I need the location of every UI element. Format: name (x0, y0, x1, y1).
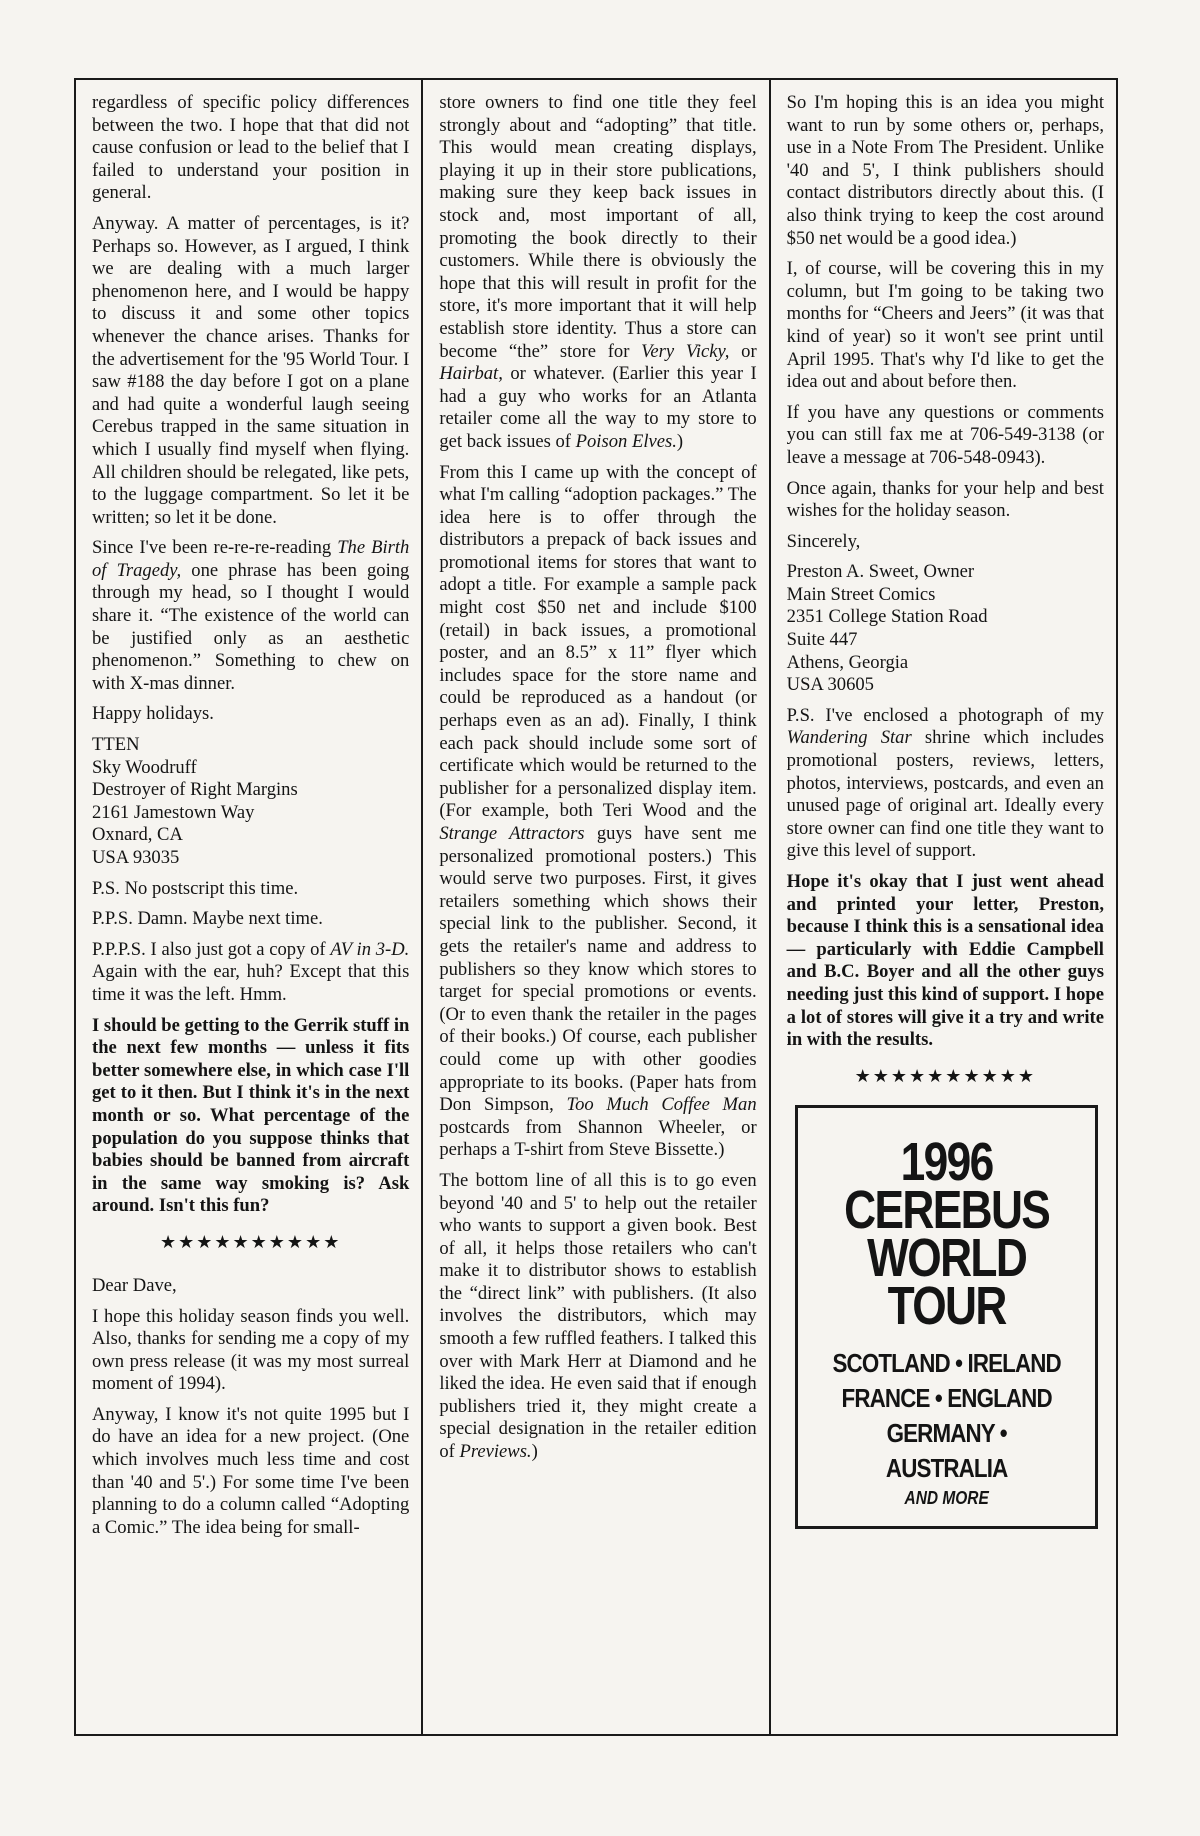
letters-page (74, 78, 1118, 1736)
postscript: P.S. I've enclosed a photograph of my Wandering Star shrine which includes promotional posters, reviews, letters, photos, interviews, postcards, and even an unused page of original art. Ideally every store owner can find one title they want to give this level of support. (786, 704, 1104, 862)
ad-headline-line: CEREBUS (843, 1179, 1049, 1240)
paragraph: So I'm hoping this is an idea you might want to run by some others or, perhaps, use in a Note From The President. Unlike '40 and 5', I think publishers should contact distributors directly about this. (I also think trying to keep the cost around $50 net would be a good idea.) (786, 92, 1104, 249)
ad-headline-line: TOUR (887, 1275, 1006, 1336)
signature-line: 2351 College Station Road (786, 606, 988, 628)
paragraph: From this I came up with the concept of what I'm calling “adoption packages.” The idea here is to offer through the distributors a prepack of back issues and promotional items for stores that want to adopt a title. For example a sample pack might cost $50 net and include $100 (retail) in back issues, a promotional poster, and an 8.5” x 11” flyer which includes space for the store name and could be reproduced as a handout (or perhaps even as an ad). Finally, I think each pack should include some sort of certificate which would be returned to the publisher for a personalized display item. (For example, both Teri Wood and the Strange Attractors guys have sent me personalized promotional posters.) This would serve two purposes. First, it gives retailers something which shows their special link to the publisher. Second, it gets the retailer's name and address to publishers so they know which stores to target for special promotions or events. (Or to even thank the retailer in the pages of their books.) Of course, each publisher could come up with other goodies appropriate to its books. (Paper hats from Don Simpson, Too Much Coffee Man postcards from Shannon Wheeler, or perhaps a T-shirt from Steve Bissette.) (439, 461, 757, 1161)
signature-line: Sky Woodruff (92, 756, 197, 778)
signature-line: Preston A. Sweet, Owner (786, 561, 975, 583)
postscript: P.S. No postscript this time. (92, 877, 299, 899)
closing: Sincerely, (786, 530, 861, 552)
paragraph: regardless of specific policy differences between the two. I hope that that did not cause confusion or lead to the belief that I failed to understand your position in general. (92, 92, 410, 204)
signature-line: Athens, Georgia (786, 651, 909, 673)
ad-and-more: AND MORE (904, 1487, 989, 1508)
signature-block (787, 561, 1104, 697)
paragraph: Anyway, I know it's not quite 1995 but I do have an idea for a new project. (One which involves much less time and cost than '40 and 5'.) For some time I've been planning to do a column called “Adopting a Comic.” The idea being for small- (92, 1403, 410, 1538)
signature-line: USA 93035 (92, 847, 180, 868)
signature-line: USA 30605 (786, 674, 874, 696)
signature-line: Suite 447 (786, 629, 858, 651)
world-tour-ad (795, 1105, 1098, 1529)
book-title: Poison Elves. (575, 430, 677, 452)
editor-reply: I should be getting to the Gerrik stuff in the next few months — unless it fits better somewhere else, in which case I'll get to it then. But I think it's in the next month or so. What percentage of the population do you suppose thinks that babies should be banned from aircraft in the same way smoking is? Ask around. Isn't this fun? (92, 1014, 410, 1217)
book-title: Too Much Coffee Man (566, 1094, 757, 1116)
star-divider: ★★★★★★★★★★ (159, 1231, 342, 1253)
signature-line: Oxnard, CA (92, 824, 183, 846)
signature-line: 2161 Jamestown Way (92, 801, 255, 823)
book-title: Very Vicky, (641, 340, 730, 362)
paragraph: I hope this holiday season finds you well. Also, thanks for sending me a copy of my own press release (it was my most surreal moment of 1994). (92, 1305, 410, 1395)
postscript: P.P.P.S. I also just got a copy of AV in 3-D. Again with the ear, huh? Except that this time it was the left. Hmm. (92, 938, 410, 1005)
postscript: P.P.S. Damn. Maybe next time. (92, 908, 323, 930)
book-title: AV in 3-D. (330, 938, 410, 960)
signature-line: TTEN (92, 734, 140, 756)
paragraph: store owners to find one title they feel strongly about and “adopting” that title. This would mean creating displays, playing it up in their store publications, making sure they keep back issues in stock and, most important of all, promoting the book directly to their customers. While there is obviously the hope that this will result in profit for the store, it's more important that it will help establish store identity. Thus a store can become “the” store for Very Vicky, or Hairbat, or whatever. (Earlier this year I had a guy who works for an Atlanta retailer come all the way to my store to get back issues of Poison Elves.) (439, 92, 757, 452)
book-title: Strange Attractors (439, 823, 585, 844)
paragraph: If you have any questions or comments you can still fax me at 706-549-3138 (or leave a message at 706-548-0943). (786, 401, 1104, 468)
signature-line: Destroyer of Right Margins (92, 779, 298, 801)
signature-line: Main Street Comics (786, 583, 936, 605)
paragraph: I, of course, will be covering this in my column, but I'm going to be taking two months for “Cheers and Jeers” (it was that kind of year) so it won't see print until April 1995. That's why I'd like to get the idea out and about before then. (786, 258, 1104, 393)
paragraph: Happy holidays. (92, 703, 214, 725)
ad-locations-line: GERMANY • AUSTRALIA (885, 1417, 1008, 1483)
column-3 (771, 80, 1116, 1734)
paragraph: Anyway. A matter of percentages, is it? Perhaps so. However, as I argued, I think we are dealing with a much larger phenomenon here, and I would be happy to discuss it and some other topics whenever the chance arises. Thanks for the advertisement for the '95 World Tour. I saw #188 the day before I got on a plane and had quite a wonderful laugh seeing Cerebus trapped in the same situation in which I usually find myself when flying. All children should be relegated, like pets, to the luggage compartment. So let it be written; so let it be done. (92, 212, 410, 528)
book-title: The Birth of Tragedy, (92, 537, 410, 581)
column-1 (76, 80, 423, 1734)
paragraph: The bottom line of all this is to go even beyond '40 and 5' to help out the retailer who wants to support a given book. Best of all, it helps those retailers who can't make it to distributor shows to establish the “direct link” with publishers. (It also involves the distributors, which may smooth a few ruffled feathers. I talked this over with Mark Herr at Diamond and he liked the idea. He even said that if enough publishers tried it, they might create a special designation in the retailer edition of Previews.) (439, 1169, 757, 1463)
ad-headline-line: WORLD (866, 1227, 1026, 1288)
paragraph: Once again, thanks for your help and best wishes for the holiday season. (786, 477, 1104, 522)
book-title: Previews. (459, 1441, 532, 1463)
book-title: Hairbat, (439, 363, 503, 385)
signature-block (92, 734, 409, 870)
ad-headline-line: 1996 (900, 1131, 993, 1192)
star-divider: ★★★★★★★★★★ (854, 1065, 1036, 1087)
column-2 (423, 80, 770, 1734)
paragraph: Since I've been re-re-re-reading The Birth of Tragedy, one phrase has been going through my head, so I thought I would share it. “The existence of the world can be justified only as an aesthetic phenomenon.” Something to chew on with X-mas dinner. (92, 537, 410, 694)
book-title: Wandering Star (786, 727, 912, 749)
salutation: Dear Dave, (92, 1274, 177, 1296)
editor-reply: Hope it's okay that I just went ahead and printed your letter, Preston, because I think this is a sensational idea — particularly with Eddie Campbell and B.C. Boyer and all the other guys needing just this kind of support. I hope a lot of stores will give it a try and write in with the results. (786, 871, 1104, 1051)
ad-locations-line: FRANCE • ENGLAND (841, 1382, 1052, 1413)
ad-locations-line: SCOTLAND • IRELAND (832, 1347, 1061, 1378)
